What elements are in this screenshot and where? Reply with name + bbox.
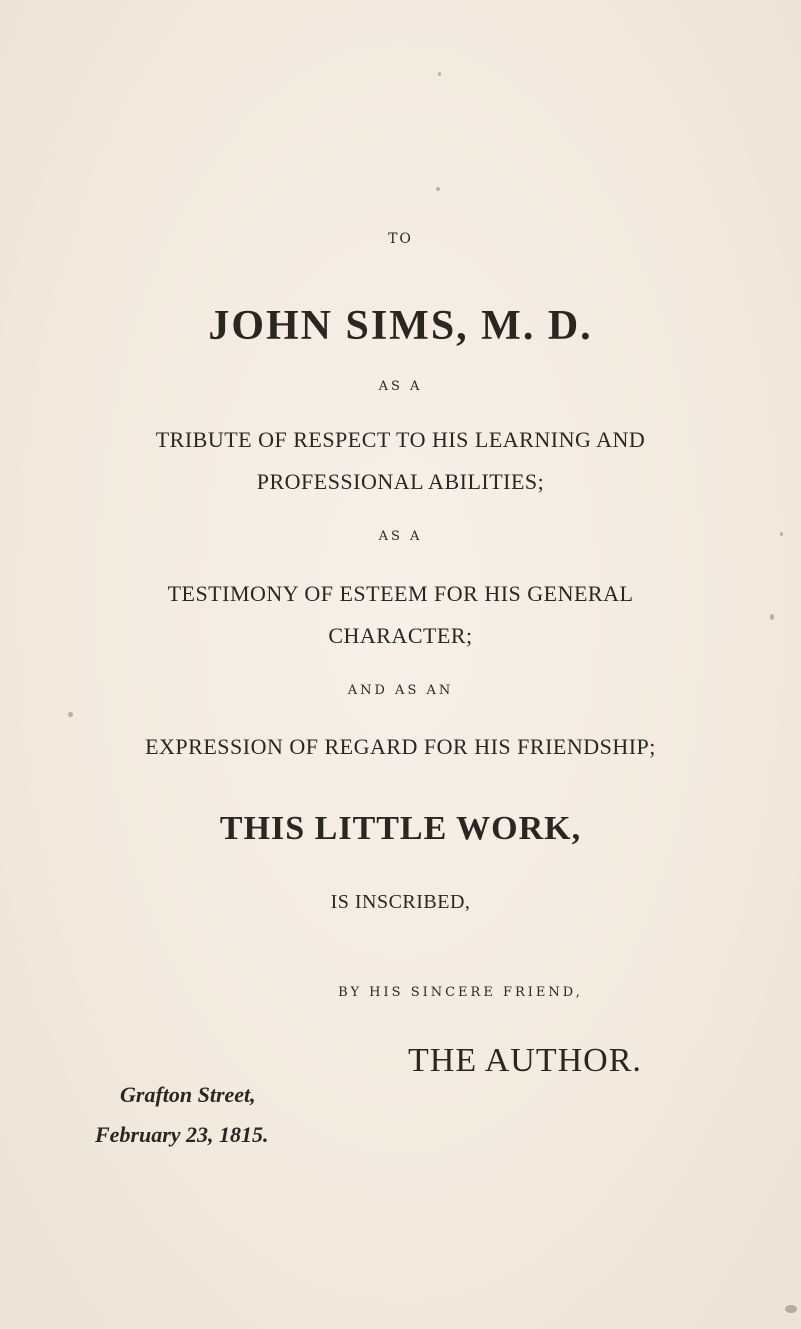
paper-speck	[436, 187, 440, 191]
and-as-an-label: AND AS AN	[347, 683, 454, 698]
tribute-line-2: PROFESSIONAL ABILITIES;	[256, 469, 545, 494]
testimony-line-1: TESTIMONY OF ESTEEM FOR HIS GENERAL	[167, 581, 634, 606]
dedication-to: TO	[388, 231, 413, 247]
paper-speck	[438, 72, 441, 76]
paper-speck	[780, 532, 783, 536]
as-a-label-2: AS A	[378, 529, 423, 544]
signature-place: Grafton Street,	[120, 1082, 256, 1107]
the-author: THE AUTHOR.	[408, 1042, 642, 1079]
paper-speck	[68, 712, 73, 717]
is-inscribed: IS INSCRIBED,	[330, 891, 471, 913]
expression-line: EXPRESSION OF REGARD FOR HIS FRIENDSHIP;	[145, 734, 656, 759]
this-little-work: THIS LITTLE WORK,	[219, 810, 582, 847]
dedicatee-name: JOHN SIMS, M. D.	[208, 303, 593, 349]
by-sincere-friend: BY HIS SINCERE FRIEND,	[338, 985, 583, 1000]
testimony-line-2: CHARACTER;	[328, 623, 473, 648]
tribute-line-1: TRIBUTE OF RESPECT TO HIS LEARNING AND	[155, 427, 646, 452]
signature-date: February 23, 1815.	[95, 1122, 269, 1147]
paper-speck	[770, 614, 774, 620]
as-a-label-1: AS A	[378, 379, 423, 394]
paper-speck	[785, 1305, 797, 1313]
